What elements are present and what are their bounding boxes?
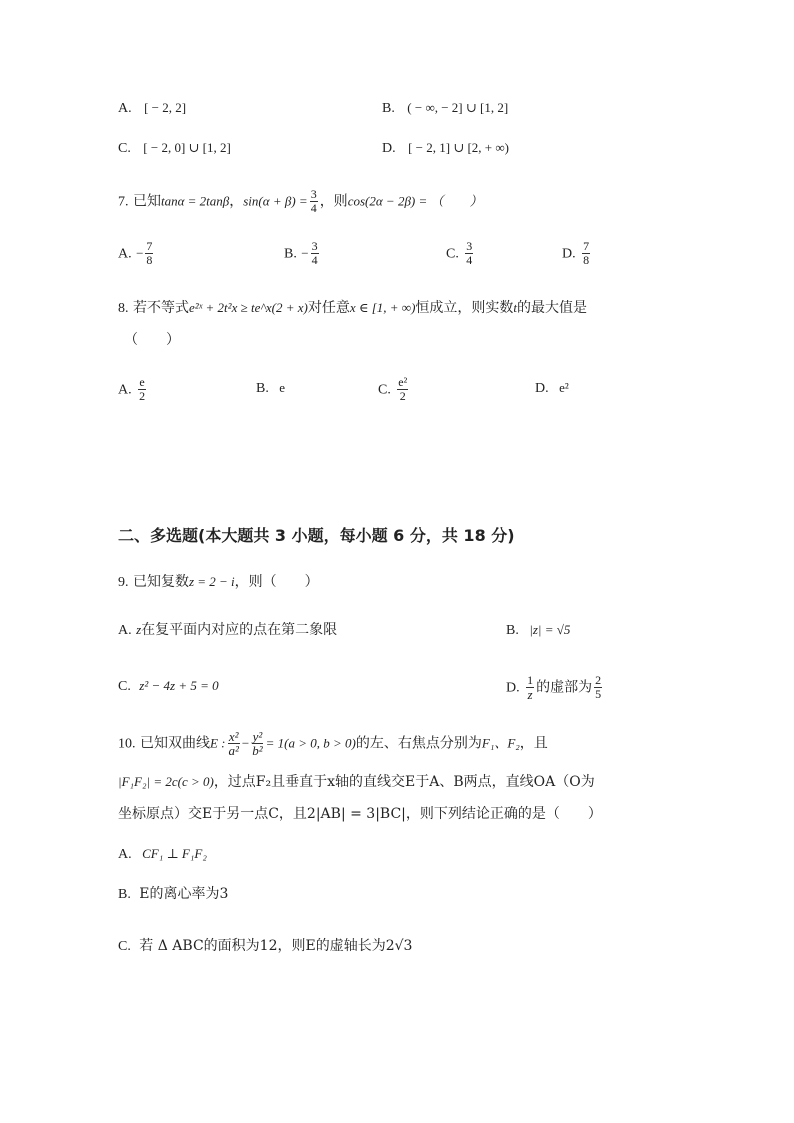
q8-answer-paren: （ ）	[124, 332, 180, 348]
q7-option-c	[446, 240, 475, 267]
q10-option-a	[118, 844, 207, 865]
option-label: A.	[118, 101, 132, 116]
denominator: 8	[583, 253, 590, 267]
math-var: z	[136, 622, 142, 637]
math-expr: z² − 4z + 5 = 0	[139, 678, 219, 693]
numerator: 3	[466, 239, 473, 253]
math-expr: |z| = √5	[529, 622, 571, 637]
q9-option-b	[506, 620, 570, 641]
q10-stem-line3: 坐标原点）交E于另一点C，且2|AB| = 3|BC|，则下列结论正确的是（ ）	[118, 806, 602, 822]
denominator: a²	[228, 743, 239, 758]
stem-text: 的左、右焦点分别为	[355, 735, 482, 752]
option-label: C.	[118, 939, 131, 954]
q9-option-a	[118, 620, 337, 641]
math-expr: E :	[209, 735, 226, 751]
fraction	[582, 240, 590, 267]
numerator: 1	[527, 673, 534, 687]
option-label: B.	[506, 623, 519, 638]
q10-option-c	[118, 936, 412, 957]
question-number: 10.	[118, 736, 136, 752]
q8-stem	[118, 298, 587, 319]
q9-option-c	[118, 676, 219, 697]
q7-stem	[118, 188, 483, 215]
denominator: 4	[311, 253, 318, 267]
sign: −	[301, 245, 309, 261]
q7-option-d	[562, 240, 592, 267]
stem-text: ，则（ ）	[234, 574, 319, 590]
denominator: b²	[252, 743, 263, 758]
option-text: e²	[559, 380, 569, 395]
numerator: x²	[228, 729, 239, 744]
stem-text: ，过点F₂且垂直于x轴的直线交E于A、B两点，直线OA（O为	[213, 774, 595, 790]
q10-stem-line1: 10. 已知双曲线E : $\frac{\text{x²}}{\text{a²}}$ − $\frac{\text{y²}}{\text{b²}}$ = 1(a > 0, b > 0)的左、右焦点分别为F₁、F₂，且	[118, 729, 548, 758]
option-text: [ − 2, 2]	[144, 100, 187, 115]
q7-option-b	[284, 240, 321, 267]
numerator: 7	[583, 239, 590, 253]
numerator: 2	[595, 673, 602, 687]
sign: −	[136, 245, 144, 261]
numerator: e	[139, 375, 145, 389]
option-label: C.	[118, 679, 131, 694]
stem-text: 对任意	[307, 300, 350, 316]
denominator: 2	[139, 389, 146, 403]
option-text: e	[279, 380, 286, 395]
option-label: B.	[256, 381, 269, 396]
option-label: D.	[506, 680, 520, 696]
numerator: 3	[310, 187, 317, 201]
math-expr: z = 2 − i	[188, 574, 235, 589]
option-text: [ − 2, 0] ∪ [1, 2]	[143, 140, 231, 155]
option-label: A.	[118, 382, 132, 398]
q6-option-c	[118, 138, 231, 159]
denominator: 2	[399, 389, 406, 403]
option-text: 的虚部为	[536, 679, 593, 696]
stem-text: ，则	[319, 193, 348, 210]
numerator: 7	[146, 239, 153, 253]
stem-text: ，	[229, 193, 244, 210]
numerator: e²	[398, 375, 408, 389]
option-label: C.	[378, 382, 391, 398]
q9-option-d	[506, 674, 604, 701]
q7-option-a	[118, 240, 155, 267]
option-text: E的离心率为3	[139, 886, 229, 902]
fraction	[227, 730, 239, 757]
numerator: 3	[311, 239, 318, 253]
q8-option-c	[378, 376, 410, 403]
option-label: C.	[446, 246, 459, 262]
math-expr: cos(2α − 2β) = （ ）	[347, 193, 483, 209]
math-expr: e²ˣ + 2t²x ≥ te^x(2 + x)	[188, 300, 308, 315]
math-expr: = 1(a > 0, b > 0)	[265, 735, 356, 751]
option-label: C.	[118, 141, 131, 156]
math-expr: CF₁ ⊥ F₁F₂	[142, 846, 207, 861]
fraction	[465, 240, 473, 267]
q8-option-d	[535, 378, 569, 399]
fraction	[310, 188, 318, 215]
q10-option-b	[118, 884, 228, 905]
fraction	[251, 730, 263, 757]
q6-option-a	[118, 98, 186, 119]
option-text: 若 Δ ABC的面积为12，则E的虚轴长为2√3	[139, 938, 413, 954]
q9-stem	[118, 572, 319, 593]
denominator: 4	[466, 253, 473, 267]
math-expr: F₁、F₂	[481, 735, 520, 751]
option-label: A.	[118, 847, 132, 862]
denominator: 5	[595, 687, 602, 701]
section-title: 二、多选题(本大题共 3 小题，每小题 6 分，共 18 分)	[118, 526, 515, 545]
math-expr: sin(α + β) =	[243, 193, 308, 209]
q8-option-a	[118, 376, 148, 403]
denominator: 4	[310, 201, 317, 215]
fraction	[145, 240, 153, 267]
option-label: D.	[535, 381, 549, 396]
option-label: B.	[118, 887, 131, 902]
q6-option-d	[382, 138, 509, 159]
fraction	[594, 674, 602, 701]
question-number: 7.	[118, 194, 129, 210]
math-expr: tanα = 2tanβ	[160, 193, 230, 209]
q8-option-b	[256, 378, 285, 399]
fraction	[138, 376, 146, 403]
option-text: 在复平面内对应的点在第二象限	[141, 622, 338, 638]
fraction	[526, 674, 534, 701]
option-text: ( − ∞, − 2] ∪ [1, 2]	[407, 100, 509, 115]
option-label: B.	[284, 246, 297, 262]
question-number: 9.	[118, 575, 129, 590]
question-number: 8.	[118, 301, 129, 316]
stem-text: 已知双曲线	[139, 735, 210, 752]
stem-text: 已知	[132, 193, 161, 210]
stem-text: 的最大值是	[517, 300, 588, 316]
option-label: D.	[382, 141, 396, 156]
option-label: D.	[562, 246, 576, 262]
math-var: t	[513, 300, 518, 315]
option-label: B.	[382, 101, 395, 116]
math-expr: x ∈ [1, + ∞)	[349, 300, 416, 315]
option-label: A.	[118, 246, 132, 262]
numerator: y²	[252, 729, 263, 744]
fraction	[397, 376, 408, 403]
q6-option-b	[382, 98, 508, 119]
stem-text: ，且	[519, 735, 548, 752]
fraction	[311, 240, 319, 267]
denominator: 8	[146, 253, 153, 267]
stem-text: 若不等式	[132, 300, 189, 316]
math-expr: |F₁F₂| = 2c(c > 0)	[118, 774, 214, 789]
stem-text: 已知复数	[132, 574, 189, 590]
q10-stem-line2	[118, 772, 595, 792]
stem-text: 恒成立，则实数	[415, 300, 514, 316]
option-text: [ − 2, 1] ∪ [2, + ∞)	[408, 140, 509, 155]
denominator: z	[527, 687, 533, 702]
option-label: A.	[118, 623, 132, 638]
